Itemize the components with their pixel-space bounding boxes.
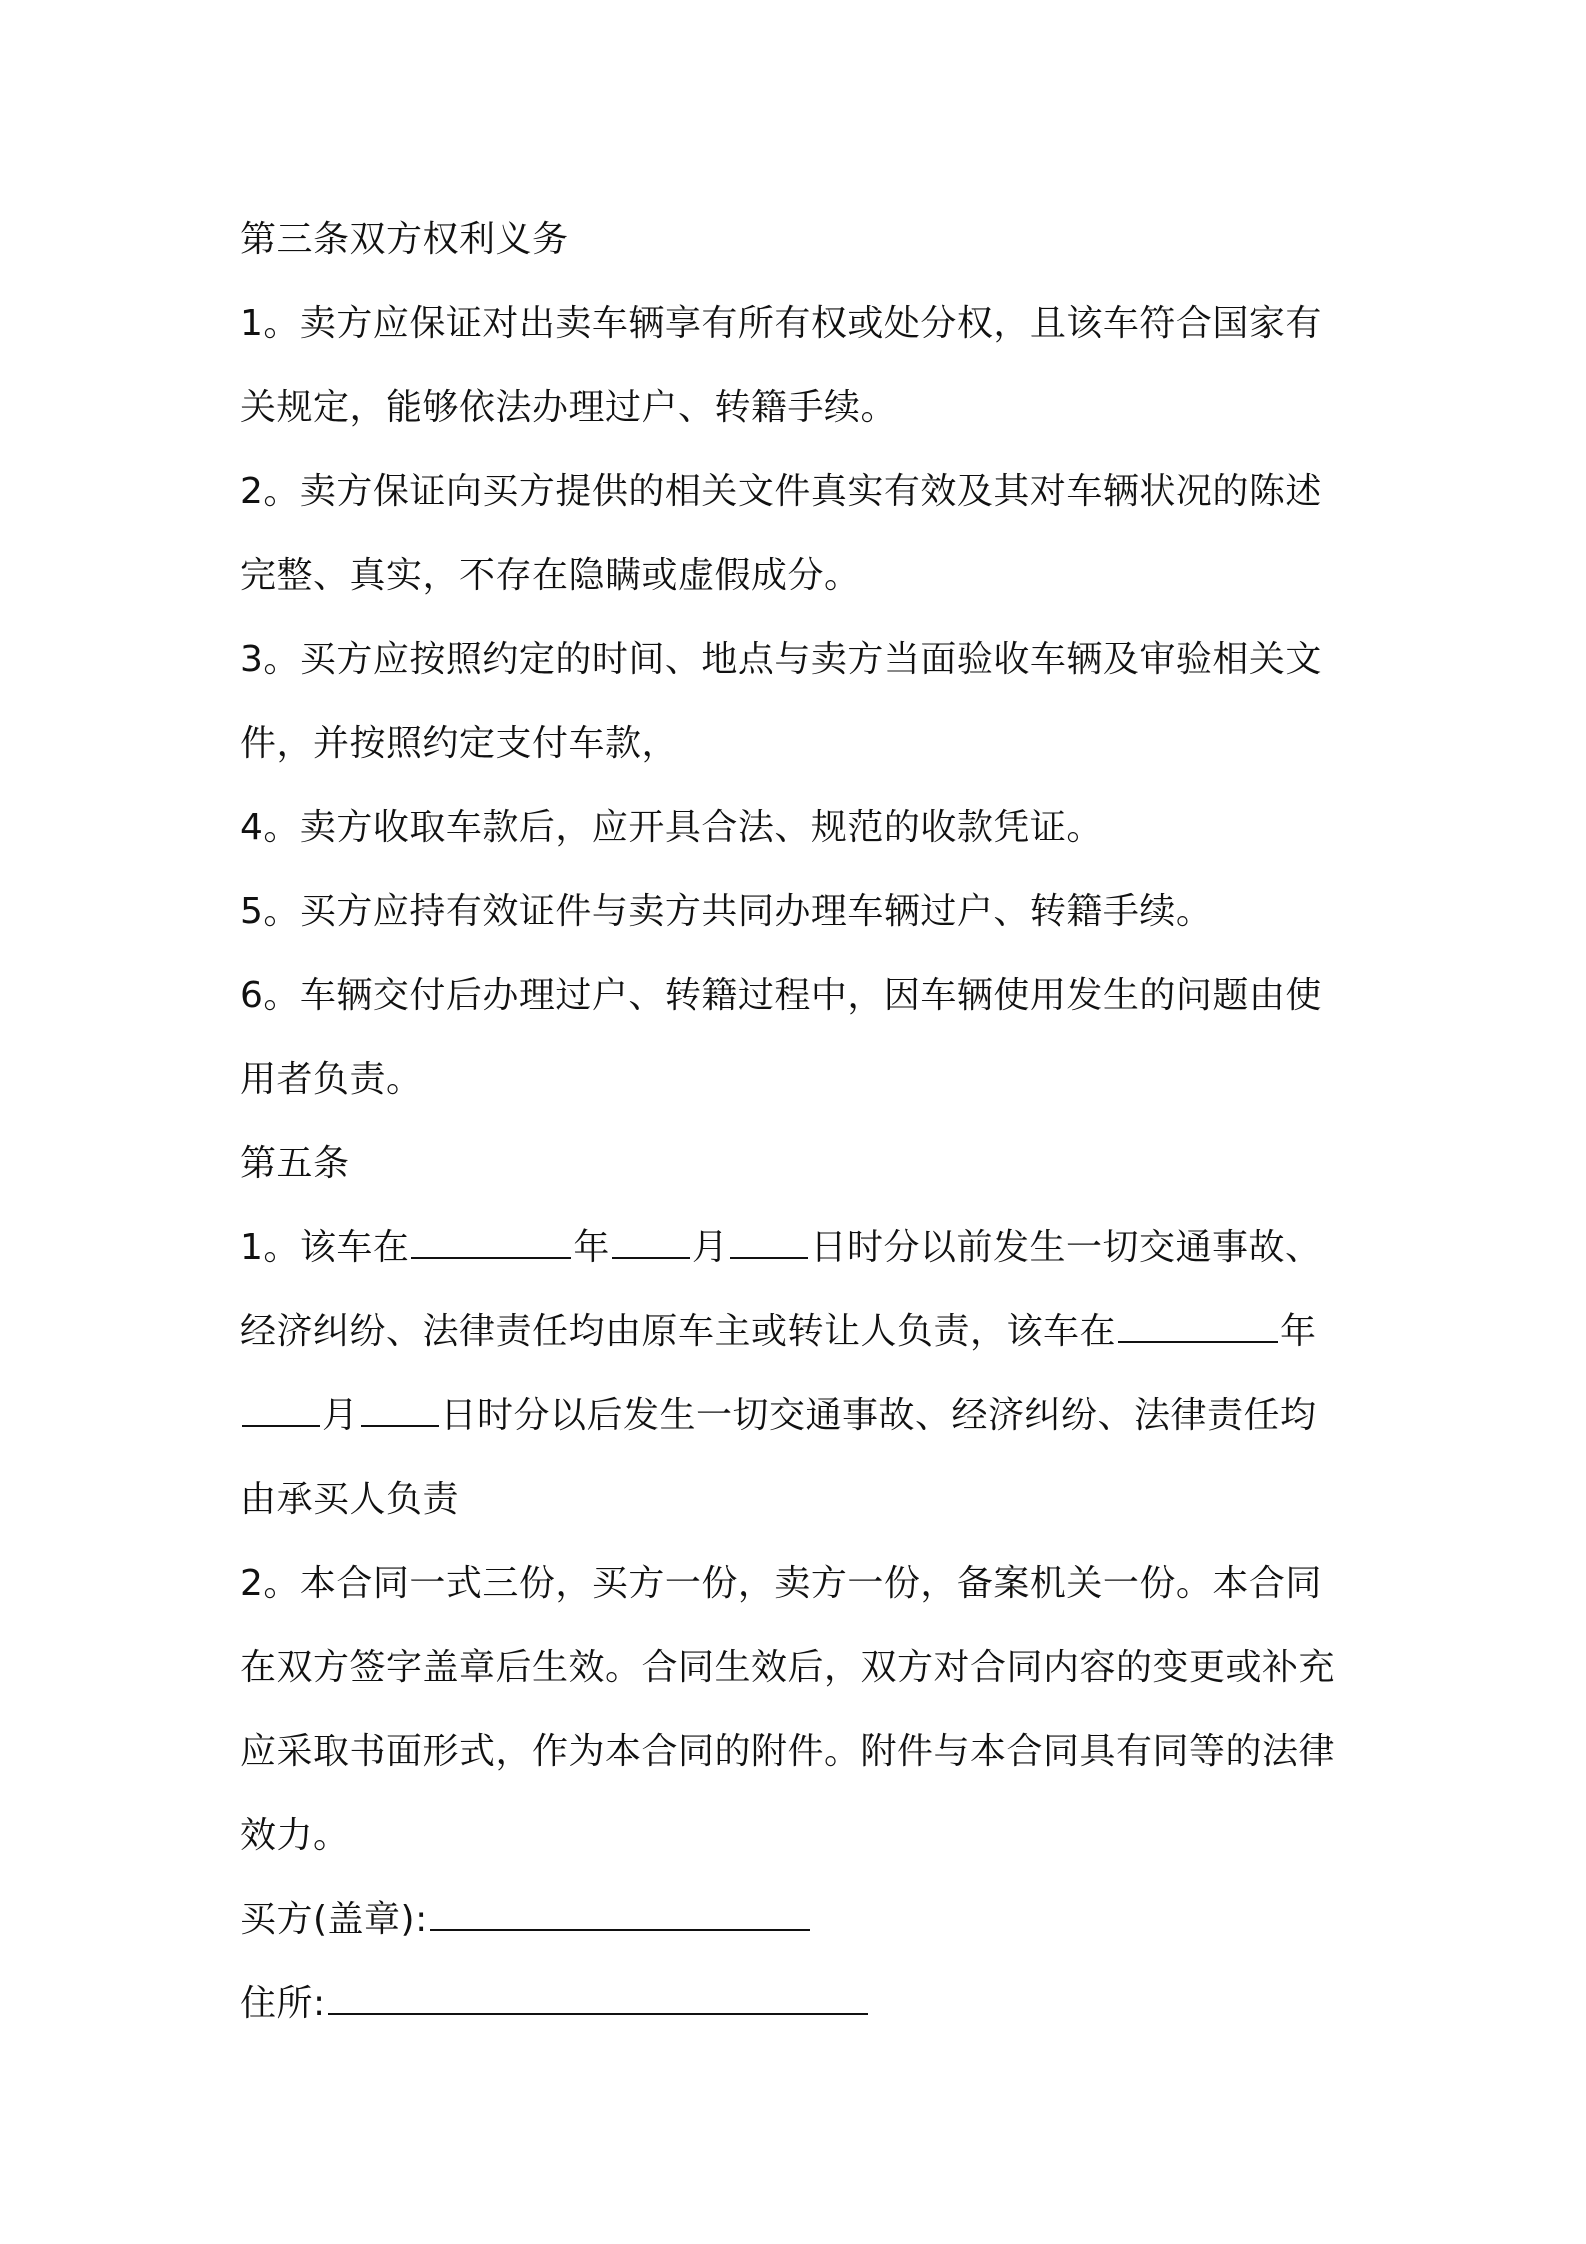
text-line: 用者负责。 <box>240 1059 423 1100</box>
article-5-item2-line1: 2。本合同一式三份，买方一份，卖方一份，备案机关一份。本合同 <box>240 1563 1322 1604</box>
buyer-signature-field[interactable] <box>430 1895 810 1931</box>
address-field[interactable] <box>328 1979 868 2015</box>
text-segment: 月 <box>322 1395 359 1436</box>
month-blank[interactable] <box>242 1391 320 1427</box>
article-3-heading: 第三条双方权利义务 <box>240 219 569 260</box>
text-segment: 1。该车在 <box>240 1227 410 1268</box>
article-5-item2-line3: 应采取书面形式，作为本合同的附件。附件与本合同具有同等的法律 <box>240 1731 1336 1772</box>
address-label: 住所: <box>240 1983 326 2024</box>
text-segment: 年 <box>573 1227 610 1268</box>
year-blank[interactable] <box>1118 1307 1278 1343</box>
article-5-item1-line3 <box>240 1374 1362 1458</box>
month-blank[interactable] <box>612 1223 690 1259</box>
contract-page <box>240 198 1362 2046</box>
address-line <box>240 1962 1362 2046</box>
text-segment: 日时分以后发生一切交通事故、经济纠纷、法律责任均 <box>440 1395 1317 1436</box>
buyer-label: 买方(盖章): <box>240 1899 428 1940</box>
text-segment: 经济纠纷、法律责任均由原车主或转让人负责，该车在 <box>240 1311 1117 1352</box>
text-segment: 月 <box>691 1227 729 1268</box>
text-line: 1。卖方应保证对出卖车辆享有所有权或处分权，且该车符合国家有 <box>240 303 1322 344</box>
text-line: 完整、真实，不存在隐瞒或虚假成分。 <box>240 555 861 596</box>
text-line: 2。卖方保证向买方提供的相关文件真实有效及其对车辆状况的陈述 <box>240 471 1322 512</box>
text-line: 件，并按照约定支付车款， <box>240 723 679 764</box>
text-line: 5。买方应持有效证件与卖方共同办理车辆过户、转籍手续。 <box>240 891 1213 932</box>
year-blank[interactable] <box>411 1223 571 1259</box>
text-line: 6。车辆交付后办理过户、转籍过程中，因车辆使用发生的问题由使 <box>240 975 1322 1016</box>
article-5-item1-line2 <box>240 1290 1362 1374</box>
article-5-item1-line4: 由承买人负责 <box>240 1479 460 1520</box>
text-line: 关规定，能够依法办理过户、转籍手续。 <box>240 387 898 428</box>
article-5-heading: 第五条 <box>240 1143 350 1184</box>
text-segment: 年 <box>1280 1311 1317 1352</box>
day-blank[interactable] <box>361 1391 439 1427</box>
article-5-item2-line2: 在双方签字盖章后生效。合同生效后，双方对合同内容的变更或补充 <box>240 1647 1336 1688</box>
buyer-signature-line <box>240 1878 1362 1962</box>
text-line: 3。买方应按照约定的时间、地点与卖方当面验收车辆及审验相关文 <box>240 639 1322 680</box>
text-line: 4。卖方收取车款后，应开具合法、规范的收款凭证。 <box>240 807 1103 848</box>
day-blank[interactable] <box>730 1223 808 1259</box>
text-segment: 日时分以前发生一切交通事故、 <box>810 1227 1322 1268</box>
article-5-item1-line1 <box>240 1206 1362 1290</box>
article-5-item2-line4: 效力。 <box>240 1815 350 1856</box>
